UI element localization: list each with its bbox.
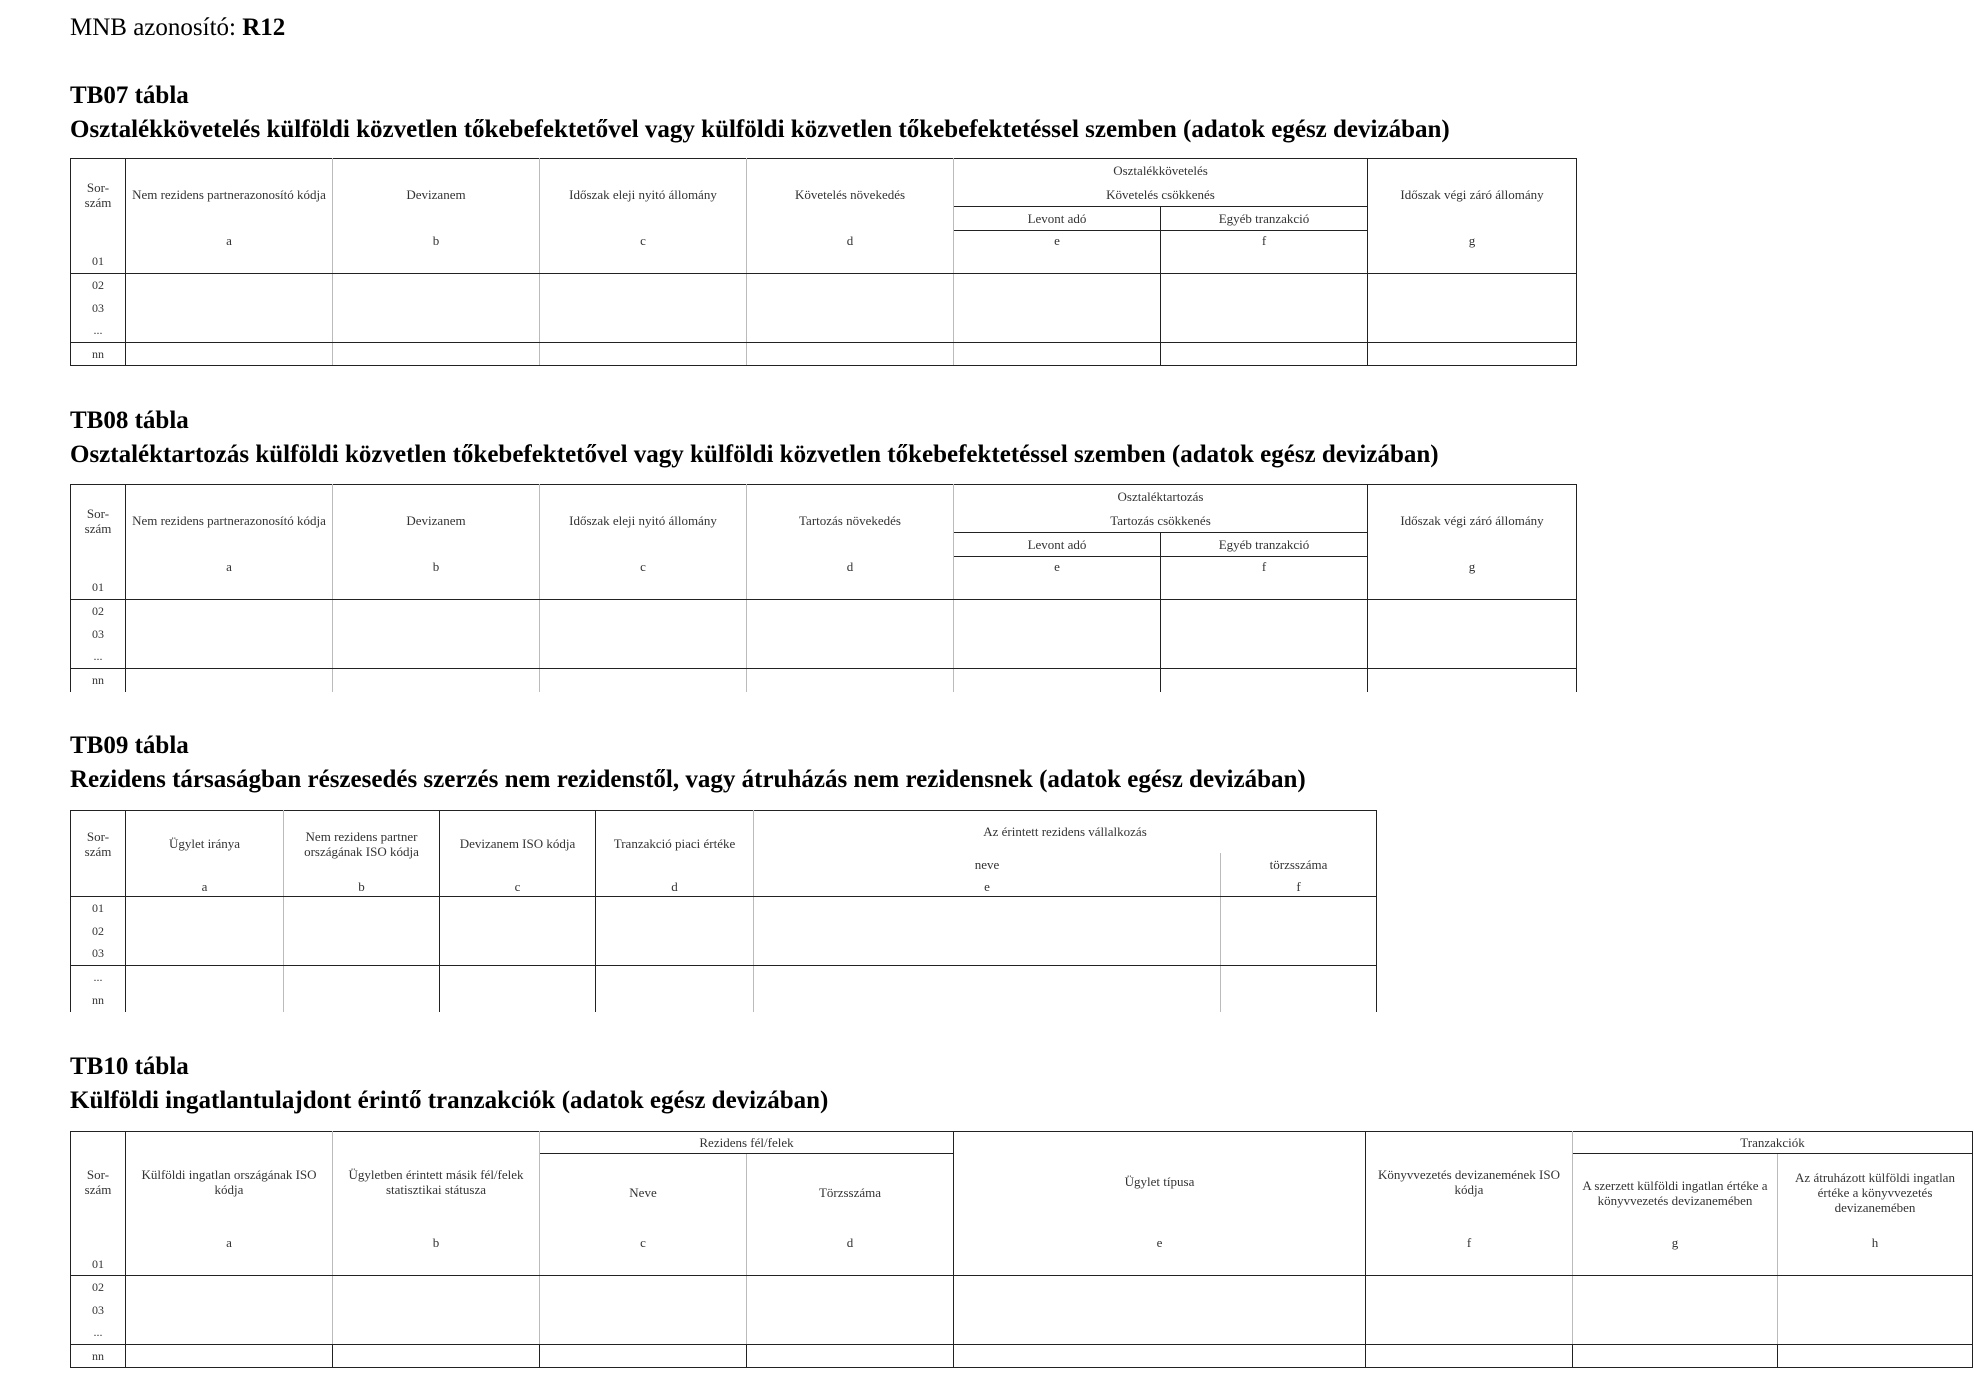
tb07-letter-e: e <box>954 231 1161 251</box>
tb07-letter-g: g <box>1368 231 1577 251</box>
tb09-letter-e: e <box>754 877 1221 897</box>
tb08-letter-g: g <box>1368 557 1577 577</box>
tb09-col-b: Nem rezidens partner országának ISO kódja <box>284 811 440 877</box>
tb07-id: TB07 tábla <box>70 82 189 109</box>
tb10-group-rezidens: Rezidens fél/felek <box>540 1132 954 1154</box>
tb10-col-g: A szerzett külföldi ingatlan értéke a könyvvezetés devizanemében <box>1573 1154 1778 1232</box>
tb07-col-a: Nem rezidens partnerazonosító kódja <box>126 159 333 231</box>
tb08-row-03: 03 <box>71 623 126 646</box>
tb07-letter-a: a <box>126 231 333 251</box>
tb08-row-02: 02 <box>71 600 126 623</box>
mnb-code: R12 <box>242 14 286 41</box>
tb07-col-f: Egyéb tranzakció <box>1161 207 1368 231</box>
tb10-col-e: Ügylet típusa <box>954 1132 1366 1232</box>
tb09-letter-a: a <box>126 877 284 897</box>
tb07-letter-f: f <box>1161 231 1368 251</box>
tb10-letter-h: h <box>1778 1232 1973 1254</box>
tb09-table <box>70 810 1377 1012</box>
tb09-row-03: 03 <box>71 943 126 966</box>
tb07-col-b: Devizanem <box>333 159 540 231</box>
tb07-group-main: Osztalékkövetelés <box>954 159 1368 183</box>
tb07-letter-c: c <box>540 231 747 251</box>
tb09-title: Rezidens társaságban részesedés szerzés nem rezidenstől, vagy átruházás nem rezidensnek (adatok egész devizában) <box>70 766 1306 793</box>
tb10-letter-g: g <box>1573 1232 1778 1254</box>
tb08-group-main: Osztaléktartozás <box>954 485 1368 509</box>
tb08-row-01: 01 <box>71 577 126 600</box>
tb07-row-03: 03 <box>71 297 126 320</box>
tb10-row-02: 02 <box>71 1276 126 1299</box>
tb10-col-a: Külföldi ingatlan országának ISO kódja <box>126 1132 333 1232</box>
tb08-col-e: Levont adó <box>954 533 1161 557</box>
tb08-col-g: Időszak végi záró állomány <box>1368 485 1577 557</box>
tb07-col-c: Időszak eleji nyitó állomány <box>540 159 747 231</box>
tb10-row-ellipsis: ... <box>71 1322 126 1345</box>
tb08-letter-e: e <box>954 557 1161 577</box>
tb09-col-f: törzsszáma <box>1221 853 1377 877</box>
tb10-col-f: Könyvvezetés devizanemének ISO kódja <box>1366 1132 1573 1232</box>
tb08-id: TB08 tábla <box>70 407 189 434</box>
tb08-group-sub: Tartozás csökkenés <box>954 509 1368 533</box>
tb10-letter-c: c <box>540 1232 747 1254</box>
tb10-table <box>70 1131 1973 1368</box>
tb07-col-e: Levont adó <box>954 207 1161 231</box>
tb07-col-sorszam: Sor- szám <box>71 159 126 231</box>
tb08-col-d: Tartozás növekedés <box>747 485 954 557</box>
tb10-col-sorszam: Sor- szám <box>71 1132 126 1232</box>
tb08-col-b: Devizanem <box>333 485 540 557</box>
tb10-group-tranzakciok: Tranzakciók <box>1573 1132 1973 1154</box>
tb10-row-01: 01 <box>71 1254 126 1276</box>
tb09-col-d: Tranzakció piaci értéke <box>596 811 754 877</box>
tb10-letter-e: e <box>954 1232 1366 1254</box>
tb08-letter-a: a <box>126 557 333 577</box>
tb07-row-02: 02 <box>71 274 126 297</box>
tb07-letter-b: b <box>333 231 540 251</box>
tb07-table <box>70 158 1577 366</box>
tb08-row-ellipsis: ... <box>71 646 126 669</box>
tb09-col-sorszam: Sor- szám <box>71 811 126 877</box>
tb09-row-01: 01 <box>71 897 126 920</box>
tb09-col-e: neve <box>754 853 1221 877</box>
tb07-letter-d: d <box>747 231 954 251</box>
tb08-letter-d: d <box>747 557 954 577</box>
tb08-letter-f: f <box>1161 557 1368 577</box>
tb09-letter-f: f <box>1221 877 1377 897</box>
tb08-letter-c: c <box>540 557 747 577</box>
tb08-letter-b: b <box>333 557 540 577</box>
tb10-title: Külföldi ingatlantulajdont érintő tranzakciók (adatok egész devizában) <box>70 1087 829 1114</box>
tb10-row-nn: nn <box>71 1345 126 1368</box>
tb09-row-02: 02 <box>71 920 126 943</box>
tb10-letter-f: f <box>1366 1232 1573 1254</box>
tb09-group-main: Az érintett rezidens vállalkozás <box>754 811 1377 853</box>
tb09-col-a: Ügylet iránya <box>126 811 284 877</box>
tb10-col-h: Az átruházott külföldi ingatlan értéke a könyvvezetés devizanemében <box>1778 1154 1973 1232</box>
tb10-letter-d: d <box>747 1232 954 1254</box>
tb08-title: Osztaléktartozás külföldi közvetlen tőkebefektetővel vagy külföldi közvetlen tőkebefektetéssel szemben (adatok egész devizában) <box>70 441 1439 468</box>
tb08-col-a: Nem rezidens partnerazonosító kódja <box>126 485 333 557</box>
tb10-id: TB10 tábla <box>70 1053 189 1080</box>
tb10-col-b: Ügyletben érintett másik fél/felek statisztikai státusza <box>333 1132 540 1232</box>
tb10-row-03: 03 <box>71 1299 126 1322</box>
tb07-row-nn: nn <box>71 343 126 366</box>
tb10-col-c: Neve <box>540 1154 747 1232</box>
mnb-label: MNB azonosító: <box>70 14 236 41</box>
tb09-id: TB09 tábla <box>70 732 189 759</box>
tb10-letter-b: b <box>333 1232 540 1254</box>
tb08-col-sorszam: Sor- szám <box>71 485 126 557</box>
tb09-letter-c: c <box>440 877 596 897</box>
tb09-col-c: Devizanem ISO kódja <box>440 811 596 877</box>
tb07-col-g: Időszak végi záró állomány <box>1368 159 1577 231</box>
tb07-group-sub: Követelés csökkenés <box>954 183 1368 207</box>
tb08-row-nn: nn <box>71 669 126 692</box>
tb08-col-f: Egyéb tranzakció <box>1161 533 1368 557</box>
tb09-letter-d: d <box>596 877 754 897</box>
tb07-row-01: 01 <box>71 251 126 274</box>
tb09-row-nn: nn <box>71 989 126 1012</box>
tb09-letter-b: b <box>284 877 440 897</box>
tb08-col-c: Időszak eleji nyitó állomány <box>540 485 747 557</box>
tb07-col-d: Követelés növekedés <box>747 159 954 231</box>
mnb-identifier <box>70 14 285 42</box>
tb08-table <box>70 484 1577 692</box>
tb10-col-d: Törzsszáma <box>747 1154 954 1232</box>
tb10-letter-a: a <box>126 1232 333 1254</box>
tb07-row-ellipsis: ... <box>71 320 126 343</box>
tb07-title: Osztalékkövetelés külföldi közvetlen tőkebefektetővel vagy külföldi közvetlen tőkebefektetéssel szemben (adatok egész devizában) <box>70 116 1450 143</box>
tb09-row-ellipsis: ... <box>71 966 126 989</box>
